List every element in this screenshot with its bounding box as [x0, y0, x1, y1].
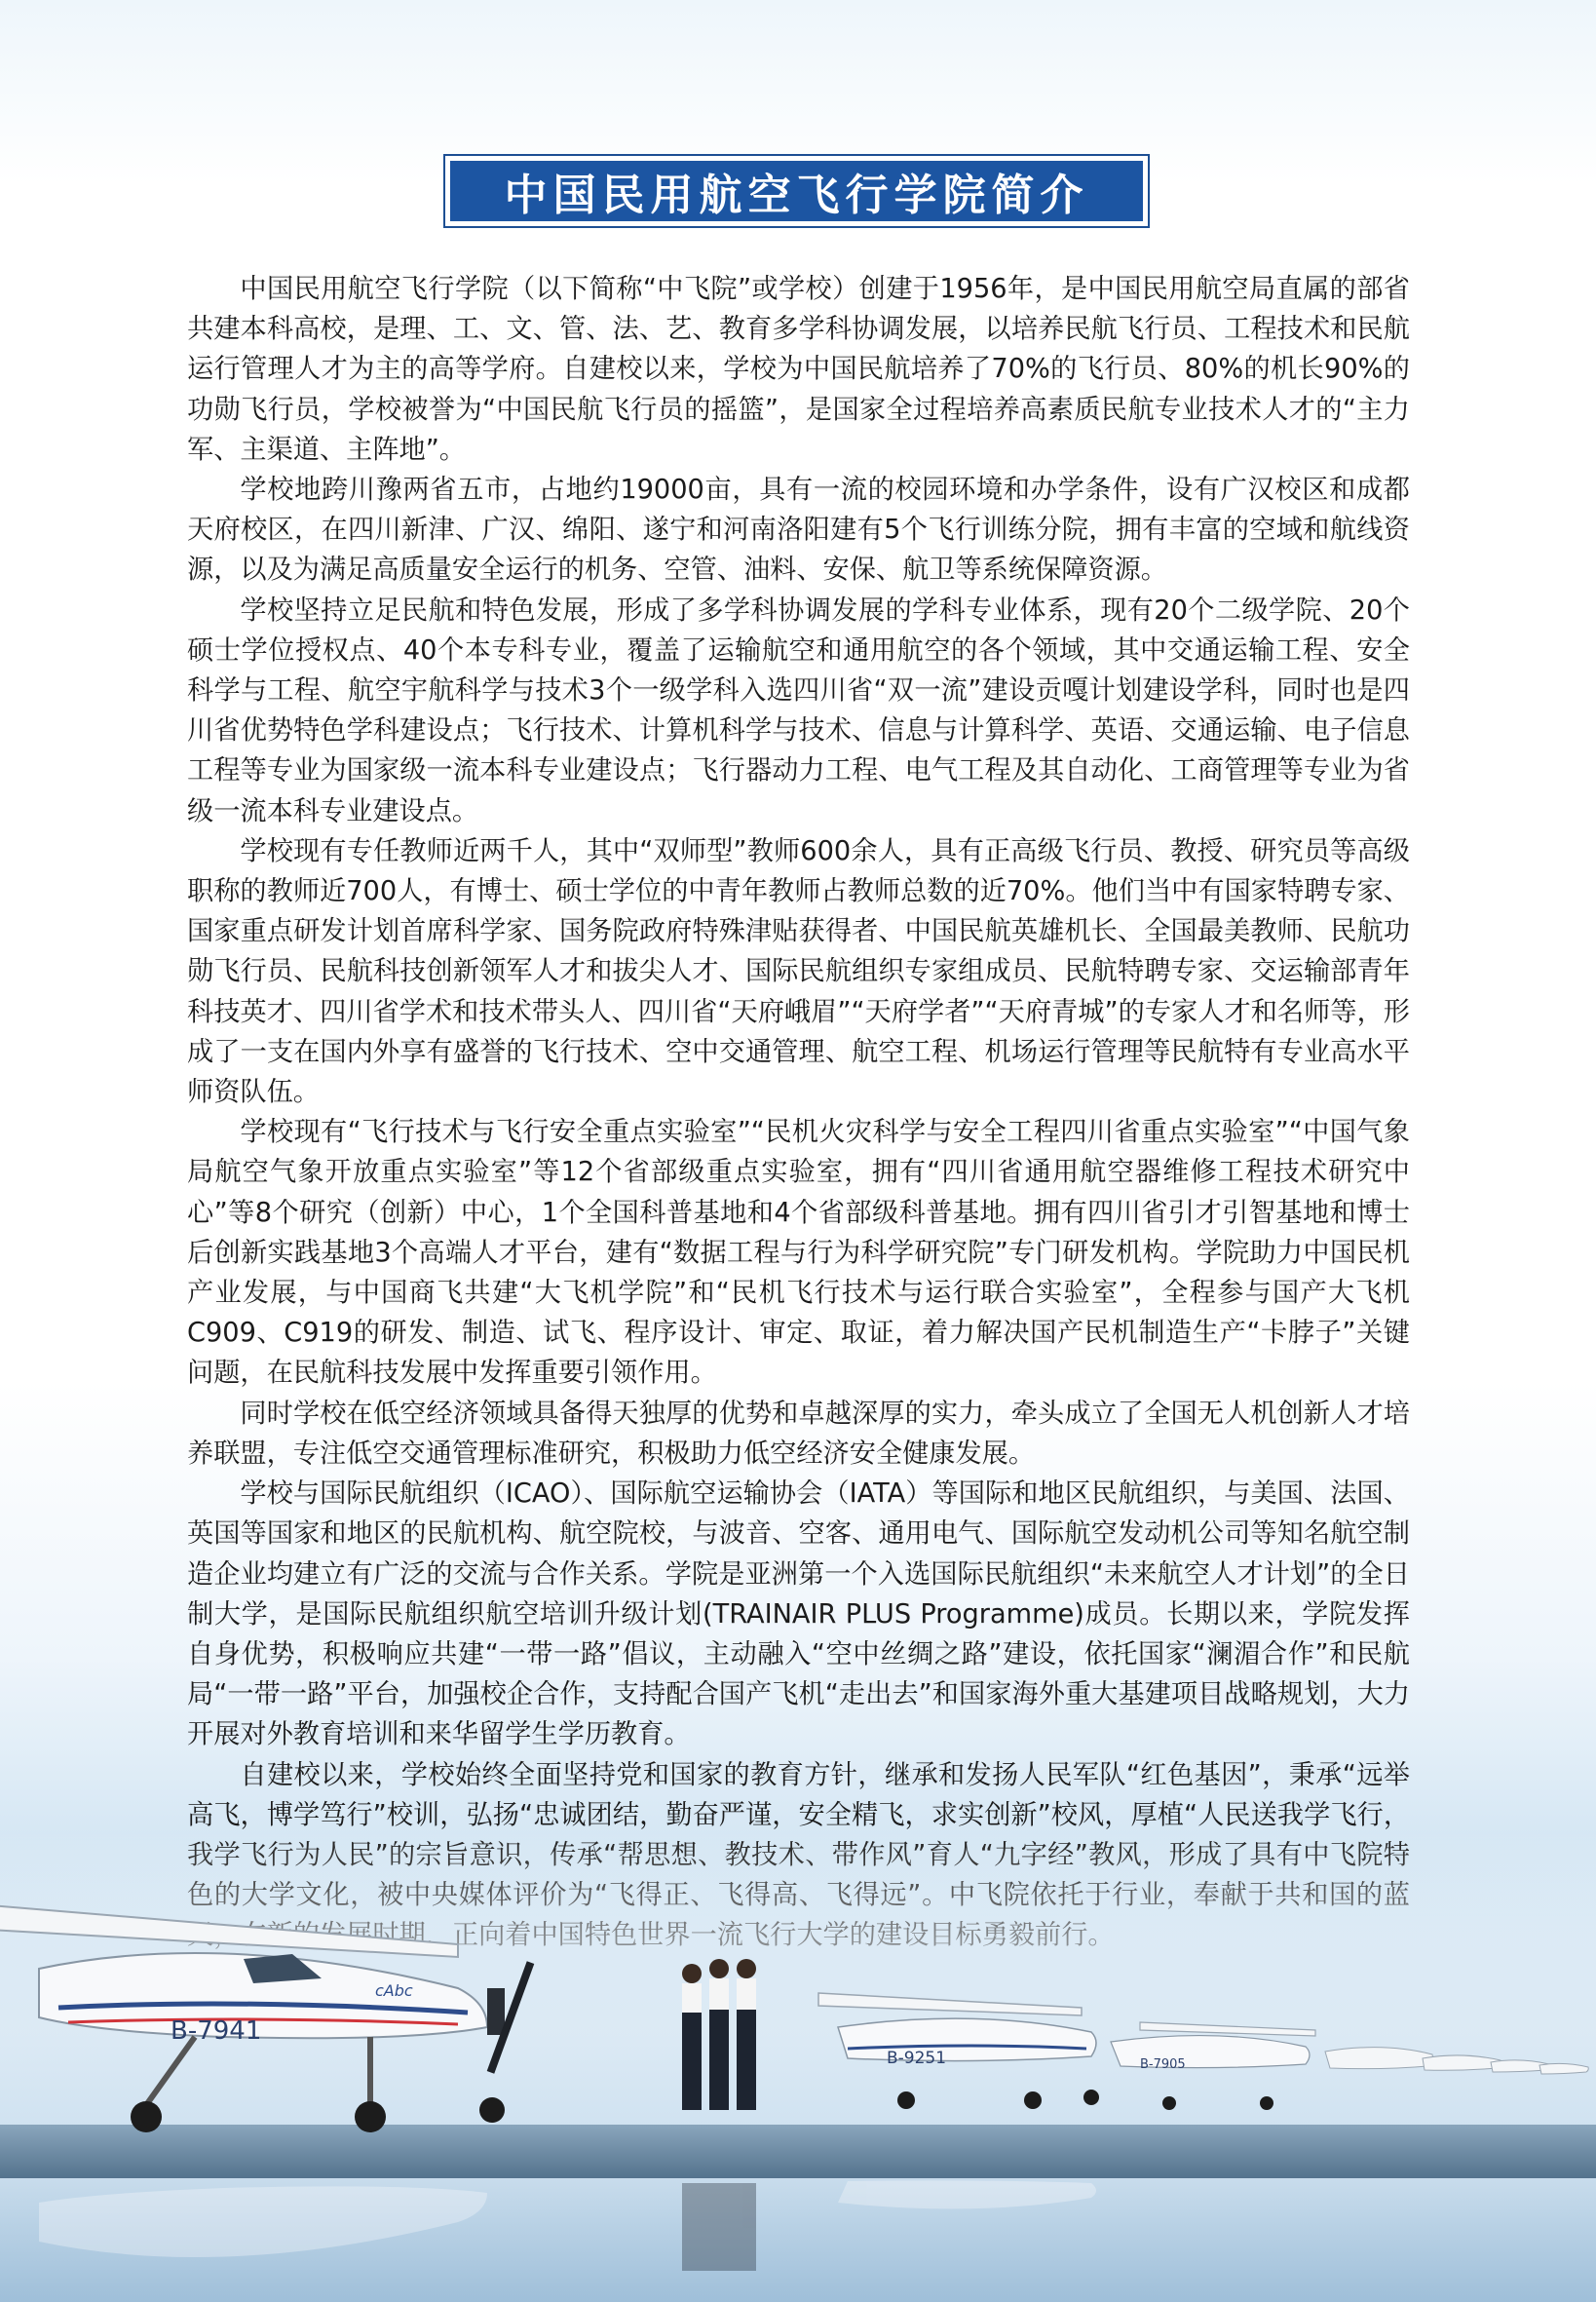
paragraph-low-altitude: 同时学校在低空经济领域具备得天独厚的优势和卓越深厚的实力，牵头成立了全国无人机创新人才培养联盟，专注低空交通管理标准研究，积极助力低空经济安全健康发展。	[187, 1398, 1410, 1469]
paragraph-disciplines: 学校坚持立足民航和特色发展，形成了多学科协调发展的学科专业体系，现有20个二级学院、20个硕士学位授权点、40个本专科专业，覆盖了运输航空和通用航空的各个领域，其中交通运输工程、安全科学与工程、航空宇航科学与技术3个一级学科入选四川省“双一流”建设贡嘎计划建设学科，同时也是四川省优势特色学科建设点；飞行技术、计算机科学与技术、信息与计算科学、英语、交通运输、电子信息工程等专业为国家级一流本科专业建设点；飞行器动力工程、电气工程及其自动化、工商管理等专业为省级一流本科专业建设点。	[187, 595, 1410, 826]
paragraph-culture: 自建校以来，学校始终全面坚持党和国家的教育方针，继承和发扬人民军队“红色基因”，秉承“远举高飞，博学笃行”校训，弘扬“忠诚团结，勤奋严谨，安全精飞，求实创新”校风，厚植“人民送我学飞行，	[187, 1759, 1410, 1830]
pilots-group	[682, 1959, 756, 2110]
title-banner	[443, 154, 1150, 228]
paragraph-founding: 中国民用航空飞行学院（以下简称“中飞院”或学校）创建于1956年，是中国民用航空局直属的部省共建本科高校，是理、工、文、管、法、艺、教育多学科协调发展，以培养民航飞行员、工程技术和民航运行管理人才为主的高等学府。自建校以来，学校为中国民航培养了70%的飞行员、80%的机长90%的功勋飞行员，学校被誉为“中国民航飞行员的摇篮”，是国家全过程培养高素质民航专业技术人才的“主力军、主渠道、主阵地”。	[187, 274, 1410, 465]
paragraph-laboratories: 学校现有“飞行技术与飞行安全重点实验室”“民机火灾科学与安全工程四川省重点实验室”“中国气象局航空气象开放重点实验室”等12个省部级重点实验室，拥有“四川省通用航空器维修工程技术研究中心”等8个研究（创新）中心，1个全国科普基地和4个省部级科普基地。拥有四川省引才引智基地和博士后创新实践基地3个高端人才平台，建有“数据工程与行为科学研究院”专门研发机构。学院助力中国民机产业发展，与中国商飞共建“大飞机学院”和“民机飞行技术与运行联合实验室”，全程参与国产大飞机C909、C919的研发、制造、试飞、程序设计、审定、取证，着力解决国产民机制造生产“卡脖子”关键问题，在民航科技发展中发挥重要引领作用。	[187, 1117, 1410, 1389]
aircraft-registration-1: B-7941	[171, 2016, 262, 2046]
airfield-illustration	[0, 1832, 1596, 2302]
aircraft-registration-2: B-9251	[887, 2049, 947, 2068]
aircraft-brand: cAbc	[375, 1981, 413, 2000]
paragraph-campus: 学校地跨川豫两省五市，占地约19000亩，具有一流的校园环境和办学条件，设有广汉校区和成都天府校区，在四川新津、广汉、绵阳、遂宁和河南洛阳建有5个飞行训练分院，拥有丰富的空域和航线资源，以及为满足高质量安全运行的机务、空管、油料、安保、航卫等系统保障资源。	[187, 475, 1410, 586]
paragraph-international: 学校与国际民航组织（ICAO）、国际航空运输协会（IATA）等国际和地区民航组织，与美国、法国、英国等国家和地区的民航机构、航空院校，与波音、空客、通用电气、国际航空发动机公司等知名航空制造企业均建立有广泛的交流与合作关系。学院是亚洲第一个入选国际民航组织“未来航空人才计划”的全日制大学，是国际民航组织航空培训升级计划(TRAINAIR PLUS Programme)成员。长期以来，学院发挥自身优势，积极响应共建“一带一路”倡议，主动融入“空中丝绸之路”建设，依托国家“澜湄合作”和民航局“一带一路”平台，加强校企合作，支持配合国产飞机“走出去”和国家海外重大基建项目战略规划，大力开展对外教育培训和来华留学生学历教育。	[187, 1478, 1410, 1750]
page-title: 中国民用航空飞行学院简介	[504, 171, 1089, 220]
airfield-photo	[0, 1832, 1596, 2302]
paragraph-faculty: 学校现有专任教师近两千人，其中“双师型”教师600余人，具有正高级飞行员、教授、研究员等高级职称的教师近700人，有博士、硕士学位的中青年教师占教师总数的近70%。他们当中有国家特聘专家、国家重点研发计划首席科学家、国务院政府特殊津贴获得者、中国民航英雄机长、全国最美教师、民航功勋飞行员、民航科技创新领军人才和拔尖人才、国际民航组织专家组成员、民航特聘专家、交运输部青年科技英才、四川省学术和技术带头人、四川省“天府峨眉”“天府学者”“天府青城”的专家人才和名师等，形成了一支在国内外享有盛誉的飞行技术、空中交通管理、航空工程、机场运行管理等民航特有专业高水平师资队伍。	[187, 835, 1410, 1108]
intro-body	[187, 269, 1410, 1956]
aircraft-registration-3: B-7905	[1140, 2057, 1186, 2072]
title-banner-inner	[450, 161, 1143, 221]
apron	[0, 2125, 1596, 2183]
